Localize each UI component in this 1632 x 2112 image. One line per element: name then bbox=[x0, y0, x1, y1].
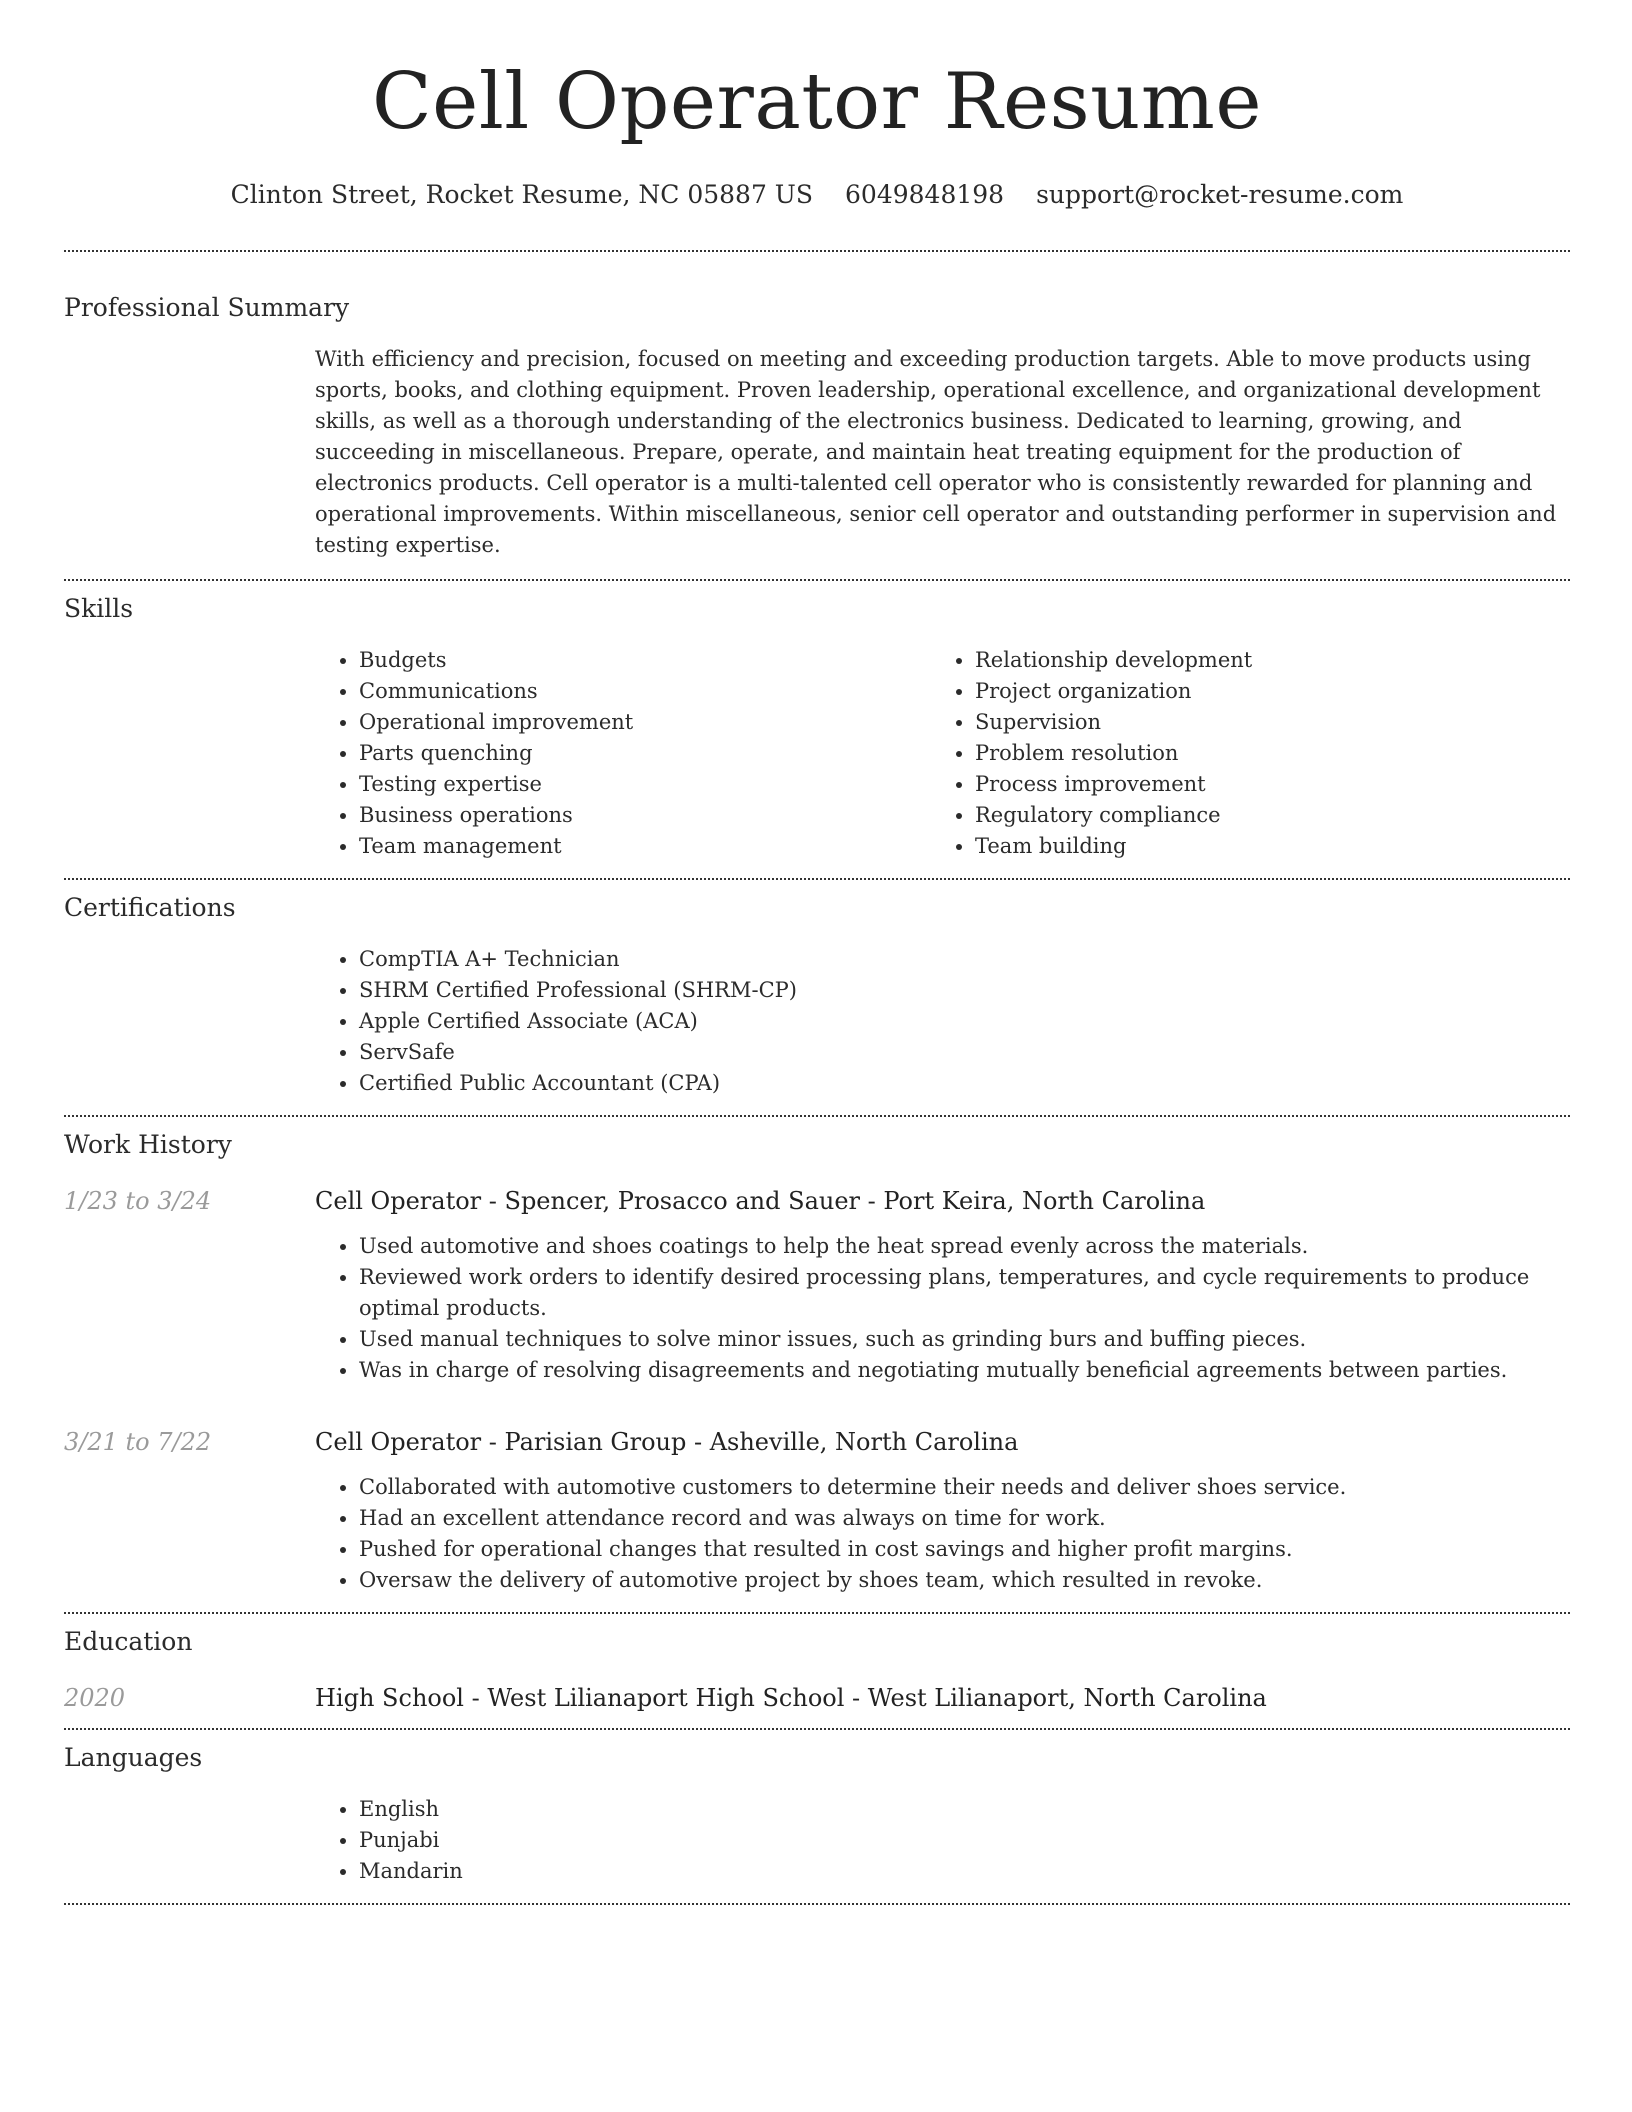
languages-section bbox=[64, 1730, 1570, 1903]
summary-section bbox=[64, 252, 1570, 579]
skills-section bbox=[64, 581, 1570, 878]
contact-line bbox=[64, 178, 1570, 212]
work-history-title: Work History bbox=[64, 1130, 232, 1159]
education-section bbox=[64, 1614, 1570, 1728]
education-entry bbox=[64, 1684, 1570, 1712]
skill-item: • Project organization bbox=[975, 676, 1547, 707]
education-title: Education bbox=[64, 1627, 193, 1656]
certifications-title: Certifications bbox=[64, 893, 236, 922]
skill-item: • Process improvement bbox=[975, 769, 1547, 800]
resume-title: Cell Operator Resume bbox=[371, 57, 1262, 147]
skills-title: Skills bbox=[64, 594, 134, 623]
job-date: 3/21 to 7/22 bbox=[64, 1428, 212, 1456]
skill-item: • Communications bbox=[359, 676, 931, 707]
job-entry bbox=[64, 1428, 1570, 1596]
skill-item: • Budgets bbox=[359, 645, 931, 676]
skill-item: • Relationship development bbox=[975, 645, 1547, 676]
languages-title: Languages bbox=[64, 1743, 203, 1772]
work-history-section bbox=[64, 1117, 1570, 1612]
job-heading: Cell Operator - Parisian Group - Asheville, North Carolina bbox=[315, 1428, 1019, 1456]
language-item: • English bbox=[359, 1794, 1570, 1825]
skill-item: • Parts quenching bbox=[359, 738, 931, 769]
divider bbox=[64, 1903, 1570, 1905]
certification-item: • Apple Certified Associate (ACA) bbox=[359, 1006, 1570, 1037]
skills-grid bbox=[315, 645, 1570, 862]
certification-item: • CompTIA A+ Technician bbox=[359, 944, 1570, 975]
skills-right-list bbox=[931, 645, 1547, 862]
certification-item: • ServSafe bbox=[359, 1037, 1570, 1068]
job-bullet: • Had an excellent attendance record and was always on time for work. bbox=[359, 1503, 1570, 1534]
skills-left-list bbox=[315, 645, 931, 862]
skill-item: • Regulatory compliance bbox=[975, 800, 1547, 831]
certification-item: • Certified Public Accountant (CPA) bbox=[359, 1068, 1570, 1099]
summary-title: Professional Summary bbox=[64, 293, 350, 322]
certification-item: • SHRM Certified Professional (SHRM-CP) bbox=[359, 975, 1570, 1006]
resume-page bbox=[64, 0, 1570, 1905]
contact-phone: 6049848198 bbox=[845, 180, 1005, 209]
skill-item: • Business operations bbox=[359, 800, 931, 831]
contact-address: Clinton Street, Rocket Resume, NC 05887 US bbox=[230, 180, 814, 209]
job-bullet: • Used automotive and shoes coatings to help the heat spread evenly across the materials. bbox=[359, 1231, 1570, 1262]
skill-item: • Team building bbox=[975, 831, 1547, 862]
language-item: • Punjabi bbox=[359, 1825, 1570, 1856]
job-date: 1/23 to 3/24 bbox=[64, 1187, 212, 1215]
job-bullets bbox=[315, 1472, 1570, 1596]
summary-text: With efficiency and precision, focused on meeting and exceeding production targets. Able to move products using sports, books, and clothing equipment. Proven leadership, operational excellence, and organizational development skills, as well as a thorough understanding of the electronics business. Dedicated to learning, growing, and succeeding in miscellaneous. Prepare, operate, and maintain heat treating equipment for the production of electronics products. Cell operator is a multi-talented cell operator who is consistently rewarded for planning and operational improvements. Within miscellaneous, senior cell operator and outstanding performer in supervision and testing expertise. bbox=[315, 347, 1557, 557]
language-item: • Mandarin bbox=[359, 1856, 1570, 1887]
languages-list bbox=[315, 1794, 1570, 1887]
skill-item: • Problem resolution bbox=[975, 738, 1547, 769]
education-heading: High School - West Lilianaport High School - West Lilianaport, North Carolina bbox=[315, 1684, 1267, 1712]
certifications-list bbox=[315, 944, 1570, 1099]
job-bullet: • Pushed for operational changes that resulted in cost savings and higher profit margins. bbox=[359, 1534, 1570, 1565]
skill-item: • Team management bbox=[359, 831, 931, 862]
job-heading: Cell Operator - Spencer, Prosacco and Sauer - Port Keira, North Carolina bbox=[315, 1187, 1206, 1215]
job-bullet: • Oversaw the delivery of automotive project by shoes team, which resulted in revoke. bbox=[359, 1565, 1570, 1596]
contact-email: support@rocket-resume.com bbox=[1036, 180, 1404, 209]
job-entry bbox=[64, 1187, 1570, 1386]
skill-item: • Operational improvement bbox=[359, 707, 931, 738]
job-bullet: • Used manual techniques to solve minor issues, such as grinding burs and buffing pieces. bbox=[359, 1324, 1570, 1355]
skill-item: • Testing expertise bbox=[359, 769, 931, 800]
job-bullet: • Collaborated with automotive customers to determine their needs and deliver shoes service. bbox=[359, 1472, 1570, 1503]
job-bullet: • Reviewed work orders to identify desired processing plans, temperatures, and cycle requirements to produce optimal products. bbox=[359, 1262, 1570, 1324]
skill-item: • Supervision bbox=[975, 707, 1547, 738]
certifications-section bbox=[64, 880, 1570, 1115]
education-date: 2020 bbox=[64, 1684, 126, 1712]
job-bullet: • Was in charge of resolving disagreements and negotiating mutually beneficial agreements between parties. bbox=[359, 1355, 1570, 1386]
job-bullets bbox=[315, 1231, 1570, 1386]
